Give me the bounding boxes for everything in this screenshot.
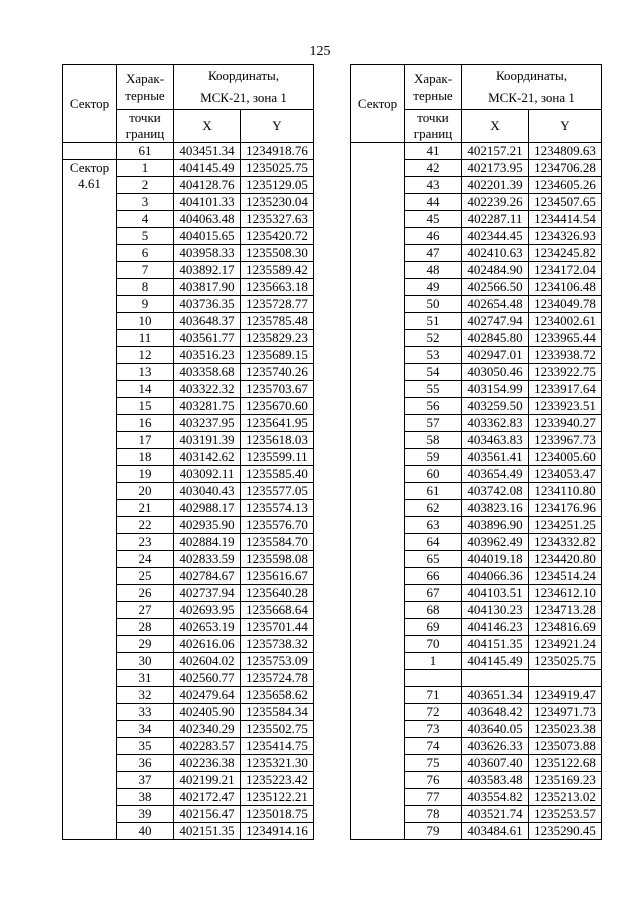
x-cell: 403092.11 [174,466,241,483]
point-cell: 73 [405,721,462,738]
table-row [63,143,314,160]
point-cell: 48 [405,262,462,279]
x-cell: 403521.74 [462,806,529,823]
x-cell: 403259.50 [462,398,529,415]
x-cell: 403040.43 [174,483,241,500]
y-cell: 1235589.42 [241,262,314,279]
x-cell: 402479.64 [174,687,241,704]
x-cell: 402604.02 [174,653,241,670]
x-cell: 403358.68 [174,364,241,381]
y-cell: 1234816.69 [529,619,602,636]
point-cell: 27 [117,602,174,619]
x-cell: 403742.08 [462,483,529,500]
y-cell: 1234245.82 [529,245,602,262]
y-cell: 1234921.24 [529,636,602,653]
point-cell: 20 [117,483,174,500]
x-cell: 402737.94 [174,585,241,602]
x-cell: 403896.90 [462,517,529,534]
x-cell: 403191.39 [174,432,241,449]
x-cell: 402173.95 [462,160,529,177]
x-cell: 402199.21 [174,772,241,789]
y-cell: 1235640.28 [241,585,314,602]
x-cell: 402653.19 [174,619,241,636]
point-cell: 12 [117,347,174,364]
y-cell: 1235169.23 [529,772,602,789]
y-cell: 1235618.03 [241,432,314,449]
x-cell: 404103.51 [462,585,529,602]
y-cell: 1235668.64 [241,602,314,619]
sector-label-line2: 4.61 [78,176,101,191]
x-cell: 403648.42 [462,704,529,721]
y-cell: 1235829.23 [241,330,314,347]
point-cell: 14 [117,381,174,398]
y-cell: 1234326.93 [529,228,602,245]
x-cell: 403554.82 [462,789,529,806]
x-cell: 403463.83 [462,432,529,449]
point-cell: 56 [405,398,462,415]
x-cell: 402151.35 [174,823,241,840]
point-cell: 55 [405,381,462,398]
y-cell: 1235616.67 [241,568,314,585]
y-cell: 1235122.68 [529,755,602,772]
x-cell: 403626.33 [462,738,529,755]
x-cell: 403607.40 [462,755,529,772]
point-cell: 61 [117,143,174,160]
y-cell: 1235213.02 [529,789,602,806]
x-cell: 402405.90 [174,704,241,721]
char-points-header-line1: Харак- [125,71,165,86]
point-cell: 78 [405,806,462,823]
y-cell: 1235753.09 [241,653,314,670]
point-cell: 60 [405,466,462,483]
x-cell: 402560.77 [174,670,241,687]
table-row [351,143,602,160]
y-cell: 1233965.44 [529,330,602,347]
x-cell: 403516.23 [174,347,241,364]
y-cell: 1235701.44 [241,619,314,636]
x-cell: 404146.23 [462,619,529,636]
y-cell: 1235728.77 [241,296,314,313]
y-cell: 1235641.95 [241,415,314,432]
x-cell: 402410.63 [462,245,529,262]
y-cell: 1234049.78 [529,296,602,313]
y-cell: 1234110.80 [529,483,602,500]
y-cell: 1235785.48 [241,313,314,330]
coords-header-line1: Координаты, [208,68,279,83]
y-cell: 1235414.75 [241,738,314,755]
y-cell: 1234414.54 [529,211,602,228]
y-cell: 1234914.16 [241,823,314,840]
x-header: X [174,110,241,143]
point-cell: 67 [405,585,462,602]
point-cell: 35 [117,738,174,755]
point-cell: 40 [117,823,174,840]
x-cell: 403962.49 [462,534,529,551]
point-cell: 2 [117,177,174,194]
point-cell: 64 [405,534,462,551]
x-cell: 403237.95 [174,415,241,432]
x-cell: 402344.45 [462,228,529,245]
y-cell: 1234971.73 [529,704,602,721]
y-cell: 1235290.45 [529,823,602,840]
y-cell: 1235740.26 [241,364,314,381]
char-points-header-lower [117,110,174,143]
point-cell: 11 [117,330,174,347]
spacer-cell [462,670,529,687]
spacer-cell [529,670,602,687]
y-cell: 1235738.32 [241,636,314,653]
y-cell: 1234251.25 [529,517,602,534]
x-cell: 403736.35 [174,296,241,313]
y-cell: 1235689.15 [241,347,314,364]
y-cell: 1234612.10 [529,585,602,602]
y-cell: 1234809.63 [529,143,602,160]
y-cell: 1235585.40 [241,466,314,483]
y-cell: 1234420.80 [529,551,602,568]
point-cell: 77 [405,789,462,806]
x-cell: 402566.50 [462,279,529,296]
x-cell: 403142.62 [174,449,241,466]
y-cell: 1235073.88 [529,738,602,755]
point-cell: 65 [405,551,462,568]
point-cell: 43 [405,177,462,194]
x-cell: 403651.34 [462,687,529,704]
x-cell: 402947.01 [462,347,529,364]
sector-label-line1: Сектор [69,160,110,175]
coords-header-line2: МСК-21, зона 1 [200,90,287,105]
x-cell: 403561.41 [462,449,529,466]
x-cell: 402616.06 [174,636,241,653]
x-cell: 403958.33 [174,245,241,262]
x-cell: 404128.76 [174,177,241,194]
point-cell: 3 [117,194,174,211]
y-cell: 1235018.75 [241,806,314,823]
point-cell: 6 [117,245,174,262]
x-cell: 402157.21 [462,143,529,160]
point-cell: 21 [117,500,174,517]
y-cell: 1235025.75 [241,160,314,177]
y-cell: 1234172.04 [529,262,602,279]
y-cell: 1235420.72 [241,228,314,245]
x-cell: 402935.90 [174,517,241,534]
point-cell: 68 [405,602,462,619]
x-cell: 402239.26 [462,194,529,211]
char-points-header-line4: границ [413,126,453,141]
point-cell: 22 [117,517,174,534]
x-cell: 402845.80 [462,330,529,347]
char-points-header [405,65,462,110]
point-cell: 18 [117,449,174,466]
right-table-body [351,143,602,840]
y-cell: 1235230.04 [241,194,314,211]
x-cell: 404130.23 [462,602,529,619]
x-cell: 402988.17 [174,500,241,517]
coordinates-table-left [62,64,314,840]
x-cell: 404066.36 [462,568,529,585]
sector-cell-empty [63,143,117,160]
point-cell: 46 [405,228,462,245]
point-cell: 44 [405,194,462,211]
point-cell: 30 [117,653,174,670]
x-cell: 403484.61 [462,823,529,840]
y-cell: 1235025.75 [529,653,602,670]
y-cell: 1233922.75 [529,364,602,381]
y-cell: 1234713.28 [529,602,602,619]
sector-header: Сектор [351,65,405,143]
point-cell: 53 [405,347,462,364]
y-cell: 1233940.27 [529,415,602,432]
coordinates-table-right [350,64,602,840]
coords-header-line1: Координаты, [496,68,567,83]
y-header: Y [241,110,314,143]
x-cell: 402340.29 [174,721,241,738]
point-cell: 8 [117,279,174,296]
y-cell: 1235599.11 [241,449,314,466]
y-cell: 1234053.47 [529,466,602,483]
left-table-body [63,143,314,840]
point-cell: 39 [117,806,174,823]
point-cell: 76 [405,772,462,789]
point-cell: 58 [405,432,462,449]
x-cell: 403451.34 [174,143,241,160]
x-cell: 403892.17 [174,262,241,279]
point-cell: 38 [117,789,174,806]
point-cell: 10 [117,313,174,330]
y-cell: 1233917.64 [529,381,602,398]
y-cell: 1235574.13 [241,500,314,517]
point-cell: 17 [117,432,174,449]
x-cell: 403648.37 [174,313,241,330]
point-cell: 52 [405,330,462,347]
char-points-header-line2: терные [125,88,165,103]
point-cell: 29 [117,636,174,653]
table-row [63,160,314,177]
point-cell: 24 [117,551,174,568]
point-cell: 42 [405,160,462,177]
x-cell: 404145.49 [174,160,241,177]
y-cell: 1234002.61 [529,313,602,330]
point-cell: 54 [405,364,462,381]
x-cell: 402693.95 [174,602,241,619]
point-cell: 7 [117,262,174,279]
sector-label-cell [63,160,117,840]
char-points-header-line3: точки [129,110,161,125]
point-cell: 63 [405,517,462,534]
x-cell: 404063.48 [174,211,241,228]
point-cell: 26 [117,585,174,602]
point-cell: 45 [405,211,462,228]
y-cell: 1234507.65 [529,194,602,211]
point-cell: 51 [405,313,462,330]
point-cell: 62 [405,500,462,517]
y-cell: 1235129.05 [241,177,314,194]
point-cell: 32 [117,687,174,704]
x-cell: 402283.57 [174,738,241,755]
point-cell: 4 [117,211,174,228]
y-cell: 1235670.60 [241,398,314,415]
y-cell: 1234332.82 [529,534,602,551]
point-cell: 41 [405,143,462,160]
point-cell: 70 [405,636,462,653]
x-cell: 402201.39 [462,177,529,194]
point-cell: 37 [117,772,174,789]
x-cell: 402654.48 [462,296,529,313]
char-points-header-line1: Харак- [413,71,453,86]
x-cell: 403817.90 [174,279,241,296]
sector-header: Сектор [63,65,117,143]
x-cell: 402236.38 [174,755,241,772]
point-cell: 1 [405,653,462,670]
y-cell: 1235321.30 [241,755,314,772]
page-number: 125 [309,44,331,59]
char-points-header-line4: границ [125,126,165,141]
y-cell: 1234706.28 [529,160,602,177]
x-cell: 404151.35 [462,636,529,653]
y-cell: 1234106.48 [529,279,602,296]
point-cell: 69 [405,619,462,636]
x-cell: 404019.18 [462,551,529,568]
point-cell: 61 [405,483,462,500]
x-header: X [462,110,529,143]
y-cell: 1235724.78 [241,670,314,687]
y-cell: 1234918.76 [241,143,314,160]
x-cell: 403362.83 [462,415,529,432]
y-cell: 1235598.08 [241,551,314,568]
x-cell: 403154.99 [462,381,529,398]
y-cell: 1235584.70 [241,534,314,551]
y-cell: 1235508.30 [241,245,314,262]
y-cell: 1235663.18 [241,279,314,296]
point-cell: 9 [117,296,174,313]
y-cell: 1235577.05 [241,483,314,500]
y-cell: 1234919.47 [529,687,602,704]
x-cell: 402884.19 [174,534,241,551]
point-cell: 50 [405,296,462,313]
y-cell: 1235253.57 [529,806,602,823]
point-cell: 74 [405,738,462,755]
y-cell: 1234605.26 [529,177,602,194]
x-cell: 404101.33 [174,194,241,211]
point-cell: 79 [405,823,462,840]
y-cell: 1235658.62 [241,687,314,704]
point-cell: 47 [405,245,462,262]
char-points-header-lower [405,110,462,143]
point-cell: 36 [117,755,174,772]
y-cell: 1233967.73 [529,432,602,449]
x-cell: 403561.77 [174,330,241,347]
x-cell: 402484.90 [462,262,529,279]
y-cell: 1235122.21 [241,789,314,806]
point-cell: 13 [117,364,174,381]
y-cell: 1234005.60 [529,449,602,466]
point-cell: 28 [117,619,174,636]
y-cell: 1235584.34 [241,704,314,721]
point-cell: 5 [117,228,174,245]
point-cell: 75 [405,755,462,772]
y-cell: 1235223.42 [241,772,314,789]
y-header: Y [529,110,602,143]
point-cell: 66 [405,568,462,585]
y-cell: 1235327.63 [241,211,314,228]
x-cell: 403583.48 [462,772,529,789]
x-cell: 403654.49 [462,466,529,483]
point-cell: 33 [117,704,174,721]
x-cell: 402287.11 [462,211,529,228]
y-cell: 1233938.72 [529,347,602,364]
y-cell: 1235576.70 [241,517,314,534]
x-cell: 403281.75 [174,398,241,415]
point-cell: 23 [117,534,174,551]
point-cell: 31 [117,670,174,687]
point-cell: 57 [405,415,462,432]
point-cell: 16 [117,415,174,432]
point-cell: 19 [117,466,174,483]
x-cell: 403322.32 [174,381,241,398]
x-cell: 402172.47 [174,789,241,806]
x-cell: 403640.05 [462,721,529,738]
x-cell: 402833.59 [174,551,241,568]
y-cell: 1234176.96 [529,500,602,517]
char-points-header [117,65,174,110]
point-cell: 71 [405,687,462,704]
x-cell: 402784.67 [174,568,241,585]
point-cell: 1 [117,160,174,177]
y-cell: 1233923.51 [529,398,602,415]
x-cell: 402747.94 [462,313,529,330]
coords-header [462,65,602,110]
x-cell: 402156.47 [174,806,241,823]
x-cell: 404145.49 [462,653,529,670]
y-cell: 1235502.75 [241,721,314,738]
point-cell: 49 [405,279,462,296]
char-points-header-line2: терные [413,88,453,103]
x-cell: 403050.46 [462,364,529,381]
point-cell: 25 [117,568,174,585]
point-cell: 15 [117,398,174,415]
coords-header [174,65,314,110]
sector-cell-empty [351,143,405,840]
y-cell: 1235703.67 [241,381,314,398]
point-cell: 72 [405,704,462,721]
spacer-cell [405,670,462,687]
coords-header-line2: МСК-21, зона 1 [488,90,575,105]
point-cell: 59 [405,449,462,466]
y-cell: 1234514.24 [529,568,602,585]
y-cell: 1235023.38 [529,721,602,738]
char-points-header-line3: точки [417,110,449,125]
point-cell: 34 [117,721,174,738]
x-cell: 403823.16 [462,500,529,517]
x-cell: 404015.65 [174,228,241,245]
